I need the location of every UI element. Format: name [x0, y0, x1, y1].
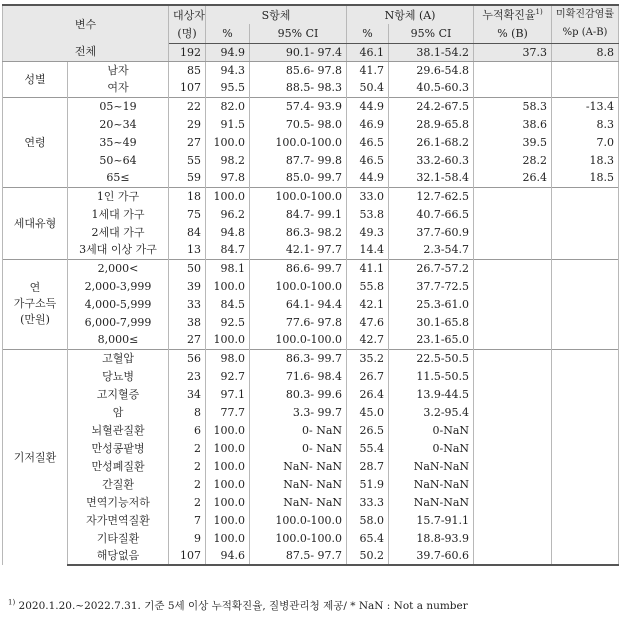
cell-cumulative — [474, 385, 552, 403]
cell-n-ci: 2.3-54.7 — [389, 241, 474, 259]
group-label: 기저질환 — [3, 349, 68, 565]
cell-n-pct: 42.7 — [347, 331, 389, 349]
cell-n-pct: 33.0 — [347, 187, 389, 205]
cell-n-ci: 11.5-50.5 — [389, 367, 474, 385]
cell-cumulative: 39.5 — [474, 133, 552, 151]
cell-cumulative — [474, 367, 552, 385]
table-row — [3, 133, 619, 151]
cell-n-ci: 26.1-68.2 — [389, 133, 474, 151]
cell-undiagnosed — [552, 79, 619, 97]
cell-n-pct: 44.9 — [347, 169, 389, 187]
cell-n-pct: 47.6 — [347, 313, 389, 331]
cell-s-pct: 84.5 — [206, 295, 250, 313]
cell-count: 7 — [169, 511, 206, 529]
cell-undiagnosed — [552, 61, 619, 79]
cell-s-ci: 100.0-100.0 — [250, 187, 347, 205]
total-undiagnosed: 8.8 — [552, 43, 619, 61]
cell-cumulative — [474, 205, 552, 223]
header-s-antibody: S항체 — [206, 5, 347, 24]
cell-s-pct: 94.6 — [206, 547, 250, 565]
cell-s-ci: 77.6- 97.8 — [250, 313, 347, 331]
cell-cumulative — [474, 349, 552, 367]
cell-cumulative — [474, 259, 552, 277]
cell-cumulative: 28.2 — [474, 151, 552, 169]
cell-undiagnosed — [552, 385, 619, 403]
table-row — [3, 277, 619, 295]
cell-s-ci: 85.0- 99.7 — [250, 169, 347, 187]
table-row — [3, 331, 619, 349]
table-row — [3, 511, 619, 529]
row-label: 1인 가구 — [68, 187, 169, 205]
cell-n-pct: 46.5 — [347, 151, 389, 169]
cell-cumulative: 58.3 — [474, 97, 552, 115]
header-s-ci: 95% CI — [250, 24, 347, 43]
cell-count: 33 — [169, 295, 206, 313]
cell-s-pct: 98.1 — [206, 259, 250, 277]
table-row — [3, 97, 619, 115]
cell-s-pct: 100.0 — [206, 277, 250, 295]
cell-cumulative — [474, 313, 552, 331]
cell-undiagnosed — [552, 493, 619, 511]
cell-n-ci: 13.9-44.5 — [389, 385, 474, 403]
cell-count: 38 — [169, 313, 206, 331]
table-row — [3, 295, 619, 313]
cell-s-ci: NaN- NaN — [250, 493, 347, 511]
cell-undiagnosed — [552, 475, 619, 493]
cell-n-ci: 30.1-65.8 — [389, 313, 474, 331]
cell-count: 84 — [169, 223, 206, 241]
row-label: 여자 — [68, 79, 169, 97]
row-label: 2,000< — [68, 259, 169, 277]
cell-count: 2 — [169, 439, 206, 457]
table-row — [3, 79, 619, 97]
cell-undiagnosed: -13.4 — [552, 97, 619, 115]
cell-n-ci: 39.7-60.6 — [389, 547, 474, 565]
cell-count: 59 — [169, 169, 206, 187]
cell-s-ci: 87.7- 99.8 — [250, 151, 347, 169]
cell-s-pct: 100.0 — [206, 475, 250, 493]
cell-s-pct: 95.5 — [206, 79, 250, 97]
group-label: 연 가구소득 (만원) — [3, 259, 68, 349]
cell-n-ci: 23.1-65.0 — [389, 331, 474, 349]
header-cumulative-label: 누적확진율 — [482, 8, 536, 22]
total-s-ci: 90.1- 97.4 — [250, 43, 347, 61]
group-label: 세대유형 — [3, 187, 68, 259]
cell-s-ci: 80.3- 99.6 — [250, 385, 347, 403]
cell-undiagnosed — [552, 349, 619, 367]
header-count: 대상자 — [169, 5, 206, 24]
group-label: 성별 — [3, 61, 68, 97]
cell-count: 8 — [169, 403, 206, 421]
row-label: 고혈압 — [68, 349, 169, 367]
row-label: 간질환 — [68, 475, 169, 493]
total-row — [3, 43, 619, 61]
cell-count: 107 — [169, 79, 206, 97]
cell-s-pct: 100.0 — [206, 187, 250, 205]
cell-n-ci: 40.7-66.5 — [389, 205, 474, 223]
cell-undiagnosed — [552, 313, 619, 331]
cell-s-ci: 0- NaN — [250, 439, 347, 457]
cell-cumulative — [474, 439, 552, 457]
cell-n-pct: 49.3 — [347, 223, 389, 241]
cell-undiagnosed — [552, 439, 619, 457]
cell-s-pct: 98.2 — [206, 151, 250, 169]
header-n-pct: % — [347, 24, 389, 43]
cell-count: 85 — [169, 61, 206, 79]
header-row-1 — [3, 5, 619, 24]
cell-undiagnosed: 18.3 — [552, 151, 619, 169]
cell-s-pct: 84.7 — [206, 241, 250, 259]
header-undiagnosed-sub: %p (A-B) — [552, 24, 619, 43]
cell-s-pct: 92.7 — [206, 367, 250, 385]
row-label: 해당없음 — [68, 547, 169, 565]
cell-count: 107 — [169, 547, 206, 565]
cell-s-pct: 100.0 — [206, 529, 250, 547]
cell-n-ci: NaN-NaN — [389, 493, 474, 511]
cell-undiagnosed — [552, 277, 619, 295]
row-label: 6,000-7,999 — [68, 313, 169, 331]
table-row — [3, 313, 619, 331]
cell-s-pct: 94.3 — [206, 61, 250, 79]
cell-n-pct: 28.7 — [347, 457, 389, 475]
cell-undiagnosed — [552, 421, 619, 439]
cell-cumulative — [474, 295, 552, 313]
cell-cumulative — [474, 529, 552, 547]
cell-s-ci: NaN- NaN — [250, 457, 347, 475]
cell-count: 50 — [169, 259, 206, 277]
row-label: 고지혈증 — [68, 385, 169, 403]
cell-cumulative — [474, 403, 552, 421]
cell-n-pct: 42.1 — [347, 295, 389, 313]
row-label: 20~34 — [68, 115, 169, 133]
cell-n-pct: 53.8 — [347, 205, 389, 223]
cell-undiagnosed — [552, 331, 619, 349]
table-row — [3, 439, 619, 457]
cell-count: 75 — [169, 205, 206, 223]
stats-table — [2, 4, 619, 566]
row-label: 면역기능저하 — [68, 493, 169, 511]
cell-n-ci: 32.1-58.4 — [389, 169, 474, 187]
cell-cumulative — [474, 421, 552, 439]
table-row — [3, 403, 619, 421]
cell-n-pct: 44.9 — [347, 97, 389, 115]
cell-n-ci: 24.2-67.5 — [389, 97, 474, 115]
cell-n-ci: 29.6-54.8 — [389, 61, 474, 79]
table-row — [3, 349, 619, 367]
cell-s-ci: 84.7- 99.1 — [250, 205, 347, 223]
cell-s-ci: 42.1- 97.7 — [250, 241, 347, 259]
cell-n-pct: 55.4 — [347, 439, 389, 457]
cell-cumulative: 26.4 — [474, 169, 552, 187]
cell-n-pct: 58.0 — [347, 511, 389, 529]
cell-s-ci: 70.5- 98.0 — [250, 115, 347, 133]
table-row — [3, 457, 619, 475]
cell-count: 22 — [169, 97, 206, 115]
cell-s-ci: 71.6- 98.4 — [250, 367, 347, 385]
cell-n-ci: NaN-NaN — [389, 475, 474, 493]
cell-s-pct: 77.7 — [206, 403, 250, 421]
cell-undiagnosed — [552, 223, 619, 241]
table-row — [3, 547, 619, 565]
total-n-pct: 46.1 — [347, 43, 389, 61]
cell-count: 2 — [169, 493, 206, 511]
table-row — [3, 259, 619, 277]
cell-s-ci: 86.3- 99.7 — [250, 349, 347, 367]
row-label: 암 — [68, 403, 169, 421]
cell-undiagnosed — [552, 295, 619, 313]
cell-n-ci: 37.7-60.9 — [389, 223, 474, 241]
cell-s-ci: 0- NaN — [250, 421, 347, 439]
cell-n-pct: 35.2 — [347, 349, 389, 367]
row-label: 만성폐질환 — [68, 457, 169, 475]
cell-n-ci: 3.2-95.4 — [389, 403, 474, 421]
cell-s-pct: 100.0 — [206, 493, 250, 511]
cell-s-pct: 100.0 — [206, 439, 250, 457]
cell-n-ci: 25.3-61.0 — [389, 295, 474, 313]
cell-n-ci: 22.5-50.5 — [389, 349, 474, 367]
cell-n-pct: 50.2 — [347, 547, 389, 565]
cell-n-ci: 18.8-93.9 — [389, 529, 474, 547]
cell-undiagnosed — [552, 403, 619, 421]
table-row — [3, 475, 619, 493]
cell-n-ci: 26.7-57.2 — [389, 259, 474, 277]
cell-count: 6 — [169, 421, 206, 439]
cell-undiagnosed — [552, 511, 619, 529]
cell-undiagnosed — [552, 187, 619, 205]
cell-count: 39 — [169, 277, 206, 295]
cell-n-pct: 45.0 — [347, 403, 389, 421]
header-n-ci: 95% CI — [389, 24, 474, 43]
cell-cumulative — [474, 331, 552, 349]
cell-s-pct: 91.5 — [206, 115, 250, 133]
cell-n-pct: 26.7 — [347, 367, 389, 385]
cell-cumulative — [474, 547, 552, 565]
table-row — [3, 421, 619, 439]
table-row — [3, 169, 619, 187]
cell-cumulative — [474, 475, 552, 493]
cell-s-ci: 85.6- 97.8 — [250, 61, 347, 79]
cell-cumulative — [474, 61, 552, 79]
row-label: 2세대 가구 — [68, 223, 169, 241]
cell-undiagnosed: 18.5 — [552, 169, 619, 187]
total-n: 192 — [169, 43, 206, 61]
row-label: 남자 — [68, 61, 169, 79]
cell-n-pct: 46.5 — [347, 133, 389, 151]
header-count-unit: (명) — [169, 24, 206, 43]
cell-s-ci: 86.3- 98.2 — [250, 223, 347, 241]
row-label: 기타질환 — [68, 529, 169, 547]
row-label: 2,000-3,999 — [68, 277, 169, 295]
cell-n-pct: 14.4 — [347, 241, 389, 259]
cell-count: 2 — [169, 457, 206, 475]
row-label: 35~49 — [68, 133, 169, 151]
cell-s-ci: 64.1- 94.4 — [250, 295, 347, 313]
cell-s-ci: 88.5- 98.3 — [250, 79, 347, 97]
table-row — [3, 241, 619, 259]
cell-cumulative — [474, 493, 552, 511]
row-label: 05~19 — [68, 97, 169, 115]
cell-n-pct: 41.7 — [347, 61, 389, 79]
footnote — [8, 598, 468, 613]
cell-undiagnosed — [552, 529, 619, 547]
cell-count: 27 — [169, 133, 206, 151]
cell-s-ci: 100.0-100.0 — [250, 529, 347, 547]
cell-s-pct: 97.1 — [206, 385, 250, 403]
header-undiagnosed: 미확진감염률 — [552, 5, 619, 24]
cell-count: 29 — [169, 115, 206, 133]
table-row — [3, 529, 619, 547]
cell-n-pct: 26.4 — [347, 385, 389, 403]
total-cumulative: 37.3 — [474, 43, 552, 61]
table-row — [3, 493, 619, 511]
cell-s-pct: 82.0 — [206, 97, 250, 115]
group-label: 연령 — [3, 97, 68, 187]
cell-n-ci: 33.2-60.3 — [389, 151, 474, 169]
cell-s-pct: 96.2 — [206, 205, 250, 223]
cell-n-pct: 50.4 — [347, 79, 389, 97]
row-label: 50~64 — [68, 151, 169, 169]
cell-n-ci: 15.7-91.1 — [389, 511, 474, 529]
row-label: 자가면역질환 — [68, 511, 169, 529]
cell-count: 2 — [169, 475, 206, 493]
cell-s-ci: 100.0-100.0 — [250, 331, 347, 349]
row-label: 뇌혈관질환 — [68, 421, 169, 439]
cell-cumulative — [474, 277, 552, 295]
cell-s-pct: 97.8 — [206, 169, 250, 187]
table-row — [3, 151, 619, 169]
cell-s-ci: 100.0-100.0 — [250, 511, 347, 529]
cell-n-pct: 65.4 — [347, 529, 389, 547]
cell-s-ci: 100.0-100.0 — [250, 277, 347, 295]
cell-s-ci: NaN- NaN — [250, 475, 347, 493]
header-s-pct: % — [206, 24, 250, 43]
row-label: 8,000≤ — [68, 331, 169, 349]
cell-count: 55 — [169, 151, 206, 169]
cell-count: 56 — [169, 349, 206, 367]
cell-n-ci: 40.5-60.3 — [389, 79, 474, 97]
table-row — [3, 385, 619, 403]
cell-count: 13 — [169, 241, 206, 259]
cell-undiagnosed: 7.0 — [552, 133, 619, 151]
cell-n-pct: 46.9 — [347, 115, 389, 133]
cell-count: 9 — [169, 529, 206, 547]
table-row — [3, 205, 619, 223]
cell-cumulative — [474, 187, 552, 205]
table-row — [3, 61, 619, 79]
table-row — [3, 187, 619, 205]
cell-undiagnosed — [552, 241, 619, 259]
cell-s-pct: 100.0 — [206, 457, 250, 475]
cell-s-ci: 57.4- 93.9 — [250, 97, 347, 115]
table-row — [3, 115, 619, 133]
cell-count: 34 — [169, 385, 206, 403]
cell-s-pct: 98.0 — [206, 349, 250, 367]
cell-s-ci: 86.6- 99.7 — [250, 259, 347, 277]
cell-undiagnosed: 8.3 — [552, 115, 619, 133]
cell-cumulative — [474, 223, 552, 241]
cell-count: 23 — [169, 367, 206, 385]
cell-n-pct: 33.3 — [347, 493, 389, 511]
table-row — [3, 367, 619, 385]
cell-s-pct: 100.0 — [206, 511, 250, 529]
row-label: 65≤ — [68, 169, 169, 187]
header-variable: 변수 — [3, 5, 169, 43]
row-label: 4,000-5,999 — [68, 295, 169, 313]
cell-cumulative — [474, 511, 552, 529]
row-label: 만성콩팥병 — [68, 439, 169, 457]
cell-n-pct: 51.9 — [347, 475, 389, 493]
total-n-ci: 38.1-54.2 — [389, 43, 474, 61]
cell-cumulative — [474, 79, 552, 97]
cell-n-ci: 28.9-65.8 — [389, 115, 474, 133]
header-cumulative-sup: 1) — [535, 8, 543, 17]
cell-s-pct: 94.8 — [206, 223, 250, 241]
footnote-marker: 1) — [8, 598, 16, 607]
row-label: 3세대 이상 가구 — [68, 241, 169, 259]
cell-s-pct: 100.0 — [206, 421, 250, 439]
cell-s-ci: 100.0-100.0 — [250, 133, 347, 151]
cell-n-ci: 0-NaN — [389, 439, 474, 457]
cell-count: 27 — [169, 331, 206, 349]
cell-n-ci: 37.7-72.5 — [389, 277, 474, 295]
table-body — [3, 43, 619, 565]
cell-s-pct: 92.5 — [206, 313, 250, 331]
cell-cumulative — [474, 457, 552, 475]
total-s-pct: 94.9 — [206, 43, 250, 61]
cell-undiagnosed — [552, 205, 619, 223]
header-cumulative-sub: % (B) — [474, 24, 552, 43]
total-label: 전체 — [3, 43, 169, 61]
cell-n-ci: 12.7-62.5 — [389, 187, 474, 205]
cell-n-ci: NaN-NaN — [389, 457, 474, 475]
cell-undiagnosed — [552, 547, 619, 565]
row-label: 당뇨병 — [68, 367, 169, 385]
cell-undiagnosed — [552, 259, 619, 277]
cell-cumulative: 38.6 — [474, 115, 552, 133]
cell-n-pct: 55.8 — [347, 277, 389, 295]
cell-undiagnosed — [552, 367, 619, 385]
cell-s-pct: 100.0 — [206, 133, 250, 151]
cell-n-pct: 41.1 — [347, 259, 389, 277]
cell-s-ci: 87.5- 97.7 — [250, 547, 347, 565]
cell-s-pct: 100.0 — [206, 331, 250, 349]
header-n-antibody: N항체 (A) — [347, 5, 474, 24]
cell-undiagnosed — [552, 457, 619, 475]
cell-n-pct: 26.5 — [347, 421, 389, 439]
footnote-text: 2020.1.20.~2022.7.31. 기준 5세 이상 누적확진율, 질병관리청 제공/ * NaN : Not a number — [18, 600, 468, 612]
cell-count: 18 — [169, 187, 206, 205]
cell-n-ci: 0-NaN — [389, 421, 474, 439]
cell-s-ci: 3.3- 99.7 — [250, 403, 347, 421]
header-cumulative — [474, 5, 552, 24]
table-row — [3, 223, 619, 241]
cell-cumulative — [474, 241, 552, 259]
row-label: 1세대 가구 — [68, 205, 169, 223]
